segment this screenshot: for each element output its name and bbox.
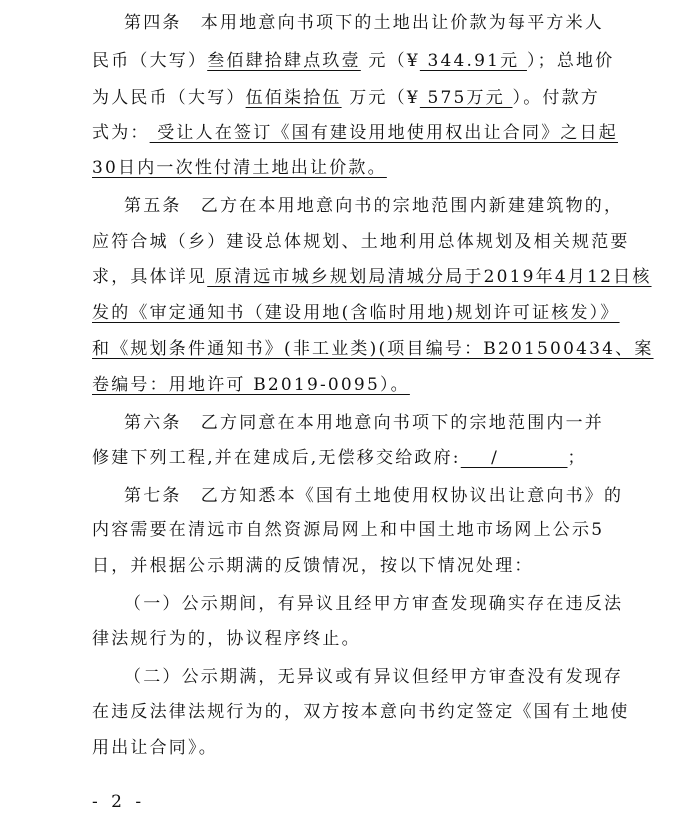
article-4-line-1: 第四条 本用地意向书项下的土地出让价款为每平方米人: [124, 13, 604, 33]
text: 式为：: [92, 123, 150, 143]
article-7-item-1-line-2: 律法规行为的，协议程序终止。: [92, 629, 361, 649]
total-price-number: 575万元: [419, 88, 513, 108]
planning-detail-cont: 发的《审定通知书（建设用地(含临时用地)规划许可证核发）》: [92, 303, 620, 323]
land-price-words: 叁佰肆拾肆点玖壹: [207, 51, 361, 71]
page-number: - 2 -: [92, 792, 146, 812]
article-5-line-1: 第五条 乙方在本用地意向书的宗地范围内新建建筑物的，: [124, 196, 624, 216]
article-5-line-6: [92, 373, 612, 397]
article-7-item-1-line-1: （一）公示期间，有异议且经甲方审查发现确实存在违反法: [124, 594, 624, 614]
planning-detail-cont: 卷编号：用地许可 B2019-0095）。: [92, 375, 410, 395]
text: 民币（大写）: [92, 51, 208, 71]
text: 求，具体详见: [92, 267, 208, 287]
text: ）。付款方: [512, 88, 600, 108]
article-5-line-2: 应符合城（乡）建设总体规划、土地利用总体规划及相关规范要: [92, 232, 630, 252]
article-4-line-2: [92, 49, 615, 73]
article-5-line-4: [92, 301, 620, 325]
article-7-line-2: 内容需要在清远市自然资源局网上和中国土地市场网上公示5: [92, 520, 605, 540]
text: 为人民币（大写）: [92, 88, 246, 108]
article-4-line-5: [92, 156, 612, 180]
article-7-item-2-line-3: 用出让合同》。: [92, 738, 218, 758]
payment-method-cont: 30日内一次性付清土地出让价款。: [92, 158, 387, 178]
text: 元（¥: [360, 51, 420, 71]
article-6-line-1: 第六条 乙方同意在本用地意向书项下的宗地范围内一并: [124, 413, 604, 433]
article-7-item-2-line-1: （二）公示期满，无异议或有异议但经甲方审查没有发现存: [124, 667, 624, 687]
planning-detail-cont: 和《规划条件通知书》(非工业类)(项目编号：B201500434、案: [92, 339, 654, 359]
text: 万元（¥: [341, 88, 420, 108]
article-5-line-5: [92, 337, 654, 361]
article-4-line-3: [92, 86, 612, 110]
text: ）；总地价: [526, 51, 615, 71]
article-4-line-4: [92, 121, 619, 145]
land-price-number: 344.91元: [419, 51, 527, 71]
text: 修建下列工程,并在建成后,无偿移交给政府:: [92, 448, 461, 468]
works-blank: /: [460, 448, 568, 468]
article-7-line-1: 第七条 乙方知悉本《国有土地使用权协议出让意向书》的: [124, 486, 624, 506]
article-7-line-3: 日，并根据公示期满的反馈情况，按以下情况处理：: [92, 556, 534, 576]
article-7-item-2-line-2: 在违反法律法规行为的，双方按本意向书约定签定《国有土地使: [92, 702, 630, 722]
text: ；: [567, 448, 587, 468]
article-6-line-2: [92, 446, 612, 470]
payment-method: 受让人在签订《国有建设用地使用权出让合同》之日起: [149, 123, 619, 143]
planning-detail: 原清远市城乡规划局清城分局于2019年4月12日核: [207, 267, 652, 287]
total-price-words: 伍佰柒拾伍: [245, 88, 342, 108]
article-5-line-3: [92, 265, 652, 289]
